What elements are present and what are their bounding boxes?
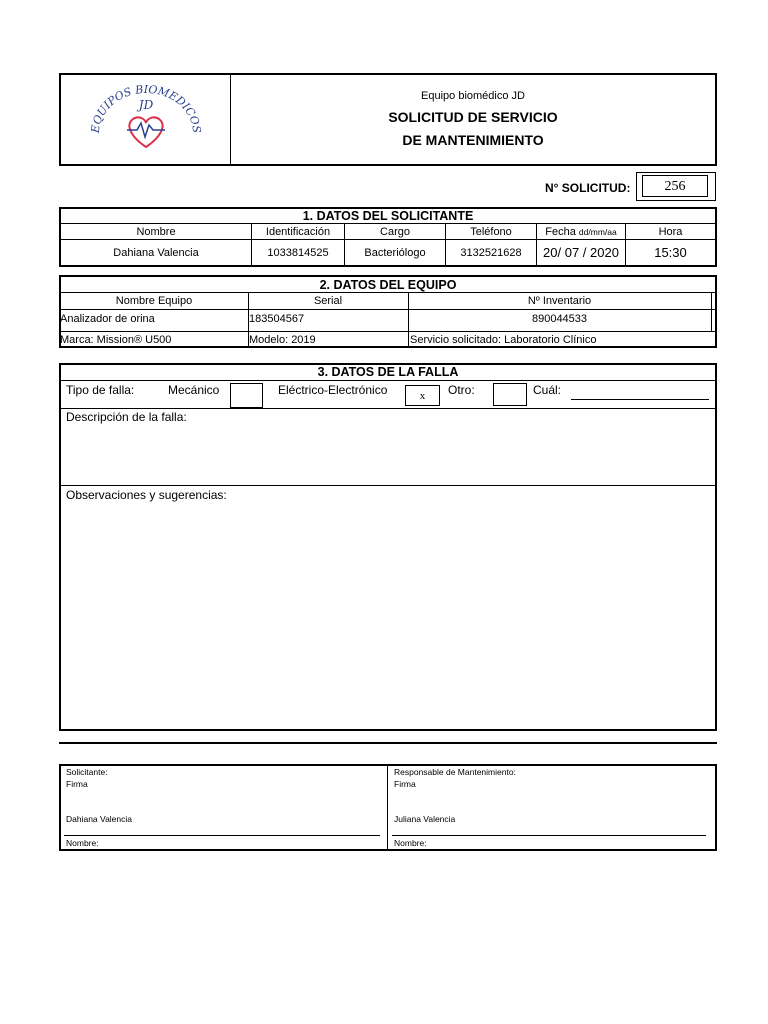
divider [60,292,716,293]
cual-label: Cuál: [533,383,562,397]
divider [60,331,716,332]
section2-title: 2. DATOS DEL EQUIPO [319,278,457,292]
col-identificacion: Identificación [252,224,345,240]
tipo-falla-label: Tipo de falla: [66,383,135,397]
nombre-equipo-field[interactable]: Analizador de orina [60,313,155,325]
mecanico-label: Mecánico [168,383,220,397]
cargo-field[interactable]: Bacteriólogo [345,240,446,266]
section3-title: 3. DATOS DE LA FALLA [317,365,459,379]
col-fecha-format: dd/mm/aa [578,226,617,237]
separator-line [59,742,717,744]
col-inventario: Nº Inventario [527,295,592,307]
fecha-field[interactable]: 20/ 07 / 2020 [537,240,626,266]
responsable-name[interactable]: Juliana Valencia [394,814,456,824]
form-title-line2: DE MANTENIMIENTO [402,132,544,148]
solicitud-number[interactable]: 256 [642,175,708,197]
marca-field[interactable]: Marca: Mission® U500 [60,334,172,346]
descripcion-field[interactable] [62,426,714,482]
observaciones-label: Observaciones y sugerencias: [66,488,227,502]
col-fecha [537,224,626,240]
company-logo [61,75,231,164]
otro-checkbox[interactable] [493,383,527,406]
mecanico-checkbox[interactable] [230,383,263,408]
otro-label: Otro: [448,383,475,397]
electrico-label: Eléctrico-Electrónico [278,383,388,397]
col-nombre: Nombre [61,224,252,240]
logo-cell [61,75,231,164]
col-nombre-equipo: Nombre Equipo [115,295,193,307]
organization-name: Equipo biomédico JD [421,90,525,102]
solicitante-label: Solicitante: [66,767,108,777]
solicitud-label: N° SOLICITUD: [545,181,631,195]
divider [60,408,716,409]
descripcion-label: Descripción de la falla: [66,410,187,424]
logo-text: EQUIPOS BIOMEDICOS [88,82,204,134]
logo-sub: JD [138,98,154,112]
telefono-field[interactable]: 3132521628 [446,240,537,266]
responsable-nombre-label: Nombre: [394,838,427,848]
divider [387,765,388,850]
cual-input-line[interactable] [571,399,709,400]
solicitante-data-row [61,240,716,266]
col-telefono: Teléfono [446,224,537,240]
electrico-checkbox[interactable]: x [405,385,440,406]
serial-field[interactable]: 183504567 [249,313,305,325]
solicitante-header-row [61,224,716,240]
responsable-label: Responsable de Mantenimiento: [394,767,516,777]
col-hora: Hora [626,224,716,240]
responsable-name-line [392,835,706,836]
divider [60,380,716,381]
section1-title: 1. DATOS DEL SOLICITANTE [302,209,474,223]
nombre-field[interactable]: Dahiana Valencia [61,240,252,266]
divider [60,485,716,486]
form-title-line1: SOLICITUD DE SERVICIO [388,109,558,125]
solicitante-name-line [64,835,380,836]
solicitante-name[interactable]: Dahiana Valencia [66,814,132,824]
solicitante-table [60,223,716,266]
inventario-field[interactable]: 890044533 [531,313,588,325]
signature-box [59,764,717,851]
solicitante-firma-label: Firma [66,779,88,789]
servicio-field[interactable]: Servicio solicitado: Laboratorio Clínico [410,334,597,346]
hora-field[interactable]: 15:30 [626,240,716,266]
col-serial: Serial [313,295,343,307]
responsable-firma-label: Firma [394,779,416,789]
col-fecha-label: Fecha [545,225,576,238]
col-cargo: Cargo [345,224,446,240]
observaciones-field[interactable] [62,504,714,726]
identificacion-field[interactable]: 1033814525 [252,240,345,266]
divider [711,292,712,331]
modelo-field[interactable]: Modelo: 2019 [249,334,316,346]
solicitante-nombre-label: Nombre: [66,838,99,848]
divider [60,309,716,310]
